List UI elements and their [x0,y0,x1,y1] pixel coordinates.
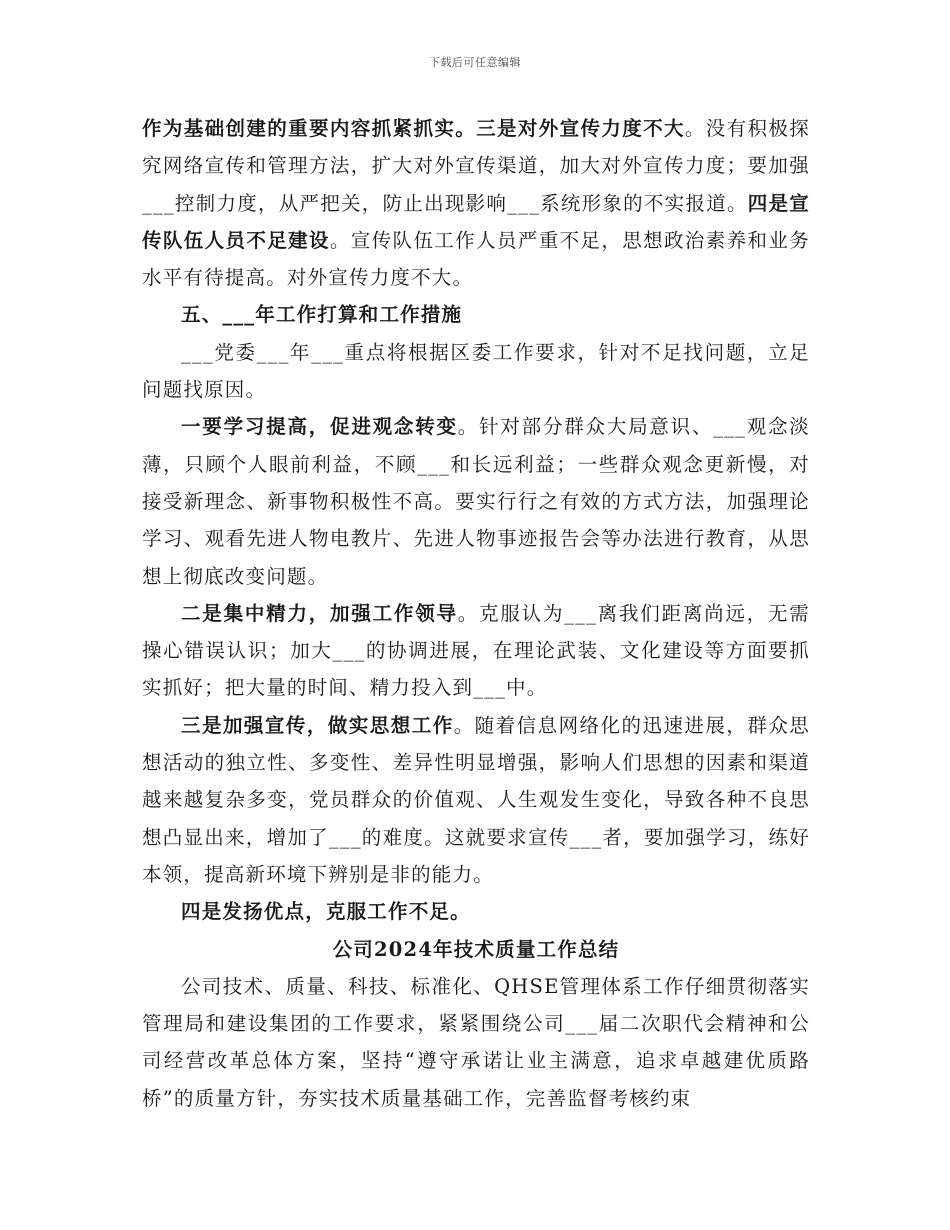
bold-phrase: 二是集中精力，加强工作领导 [181,601,458,625]
paragraph-summary: 公司技术、质量、科技、标准化、QHSE管理体系工作仔细贯彻落实管理局和建设集团的工作要求，紧紧围绕公司___届二次职代会精神和公司经营改革总体方案，坚持“遵守承诺让业主满意，追求卓越建优质路桥”的质量方针，夯实技术质量基础工作，完善监督考核约束 [142,974,810,1110]
body-text: 。宣传队伍工作人员严重不足，思想政治素养和业务水平有待提高。对外宣传力度不大。 [142,228,810,290]
section-heading: 五、___年工作打算和工作措施 [181,303,463,327]
paragraph-measure-2 [142,595,810,707]
body-text: 。克服认为___离我们距离尚远，无需操心错误认识；加大___的协调进展，在理论武装、文化建设等方面要抓实抓好；把大量的时间、精力投入到___中。 [142,601,810,700]
body-text: 。随着信息网络化的迅速进展，群众思想活动的独立性、多变性、差异性明显增强，影响人们思想的因素和渠道越来越复杂多变，党员群众的价值观、人生观发生变化，导致各种不良思想凸显出来，增加了___的难度。这就要求宣传___者，要加强学习，练好本领，提高新环境下辨别是非的能力。 [142,713,810,886]
document-body [142,110,810,1117]
paragraph-intro: ___党委___年___重点将根据区委工作要求，针对不足找问题，立足问题找原因。 [142,340,810,402]
paragraph-measure-4: 四是发扬优点，克服工作不足。 [181,900,471,924]
paragraph-measure-1 [142,408,810,594]
body-text: 。没有积极探究网络宣传和管理方法，扩大对外宣传渠道，加大对外宣传力度；要加强___控制力度，从严把关，防止出现影响___系统形象的不实报道。 [142,117,811,215]
page-header: 下载后可任意编辑 [429,56,521,69]
paragraph-publicity-issues [142,110,810,296]
paragraph-measure-3 [142,707,810,893]
bold-phrase: 三是加强宣传，做实思想工作 [181,713,454,737]
document-title: 公司2024年技术质量工作总结 [332,937,620,961]
bold-phrase: 作为基础创建的重要内容抓紧抓实。 [142,117,477,140]
bold-phrase: 一要学习提高，促进观念转变 [181,415,458,439]
bold-phrase: 四是宣传队伍人员不足建设 [142,191,810,252]
bold-phrase: 三是对外宣传力度不大 [476,117,685,140]
body-text: 。针对部分群众大局意识、___观念淡薄，只顾个人眼前利益，不顾___和长远利益；一些群众观念更新慢，对接受新理念、新事物积极性不高。要实行行之有效的方式方法，加强理论学习、观看先进人物电教片、先进人物事迹报告会等办法进行教育，从思想上彻底改变问题。 [142,415,810,588]
